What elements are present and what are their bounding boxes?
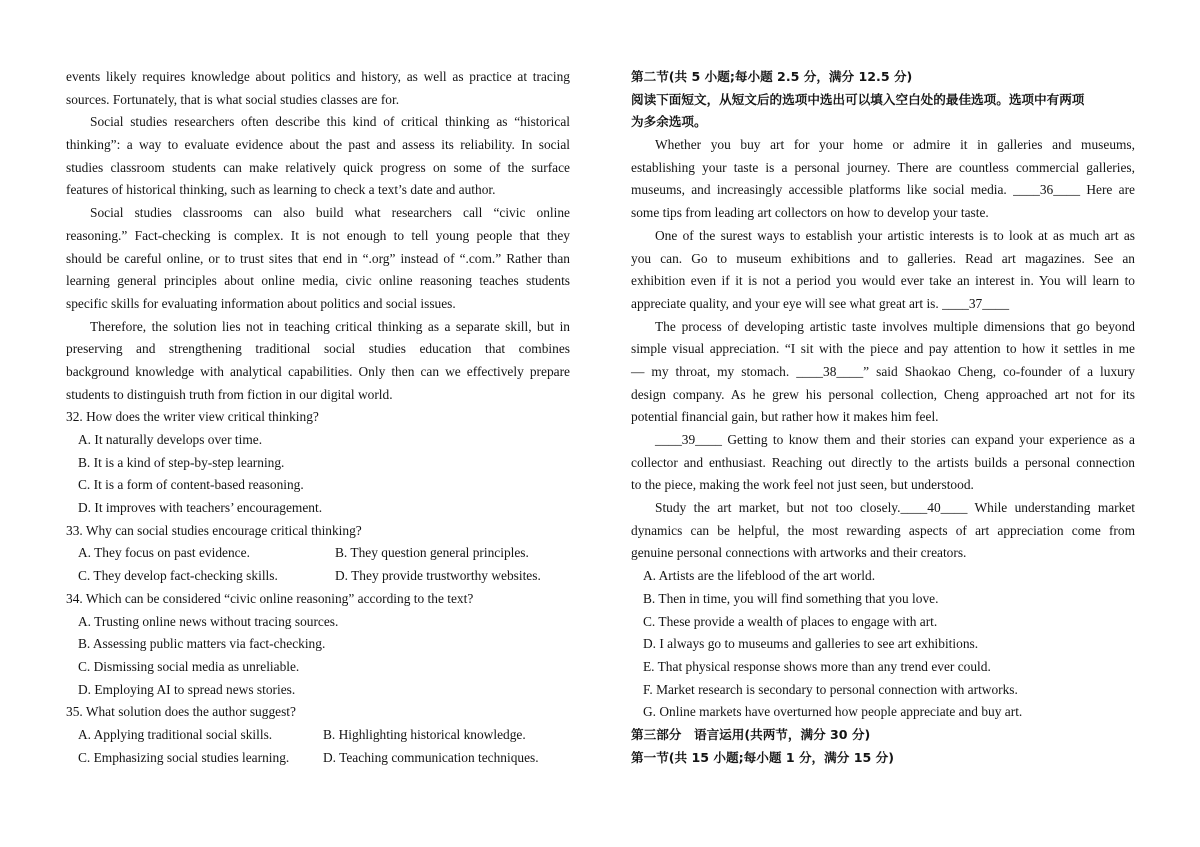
text-line: should be careful online, or to trust sites that end in “.org” instead of “.com.” Rather than [66,250,570,266]
text-line: sources. Fortunately, that is what social studies classes are for. [66,91,400,107]
left-column [66,66,570,769]
answer-option-row [66,542,570,565]
answer-option-row [66,724,570,747]
answer-option: C. It is a form of content-based reasoning. [78,477,304,493]
section-title: 第二节(共 5 小题;每小题 2.5 分，满分 12.5 分) [631,69,913,84]
text-line: Therefore, the solution lies not in teaching critical thinking as a separate skill, but in [90,318,570,334]
passage-paragraph [631,225,1135,316]
answer-option: D. It improves with teachers’ encouragement. [78,500,323,516]
text-line: reasoning.” Fact-checking is complex. It is not enough to tell young people that they [66,227,570,243]
answer-option-row [66,747,570,770]
text-line: design company. As he grew his personal collection, Cheng approached art not for its [631,386,1135,402]
question-stem: 33. Why can social studies encourage critical thinking? [66,522,362,538]
answer-option: C. These provide a wealth of places to engage with art. [643,613,938,629]
text-line: Study the art market, but not too closely.____40____ While understanding market [655,500,1135,516]
passage-paragraph [66,316,570,407]
question-32 [66,406,570,519]
answer-option: D. I always go to museums and galleries to see art exhibitions. [643,636,979,652]
answer-option: D. Employing AI to spread news stories. [78,681,296,697]
question-34 [66,588,570,701]
text-line: genuine personal connections with artworks and their creators. [631,545,967,561]
passage-paragraph [66,111,570,202]
text-line: specific skills for evaluating information about politics and social issues. [66,295,456,311]
instructions [631,89,1135,134]
answer-option: B. Then in time, you will find something that you love. [643,590,939,606]
options-list [631,565,1135,724]
text-line: establishing your taste is a personal journey. There are countless commercial galleries, [631,159,1135,175]
answer-option: A. It naturally develops over time. [78,432,263,447]
text-line: background knowledge with analytical capabilities. Only then can we effectively prepare [66,363,570,379]
passage-paragraph [631,134,1135,225]
text-line: preserving and strengthening traditional social studies education that combines [66,341,570,357]
text-line: museums, and increasingly accessible platforms like social media. ____36____ Here are [631,182,1135,198]
right-column [631,66,1135,769]
text-line: One of the surest ways to establish your artistic interests is to look at as much art as [655,227,1135,243]
question-stem: 32. How does the writer view critical thinking? [66,409,319,425]
answer-option: B. Assessing public matters via fact-checking. [78,636,326,652]
answer-option: D. Teaching communication techniques. [323,749,539,765]
answer-option: E. That physical response shows more than any trend ever could. [643,658,991,674]
instruction-line: 为多余选项。 [631,114,707,130]
text-line: Social studies researchers often describe this kind of critical thinking as “historical [90,114,570,130]
text-line: students to distinguish truth from fiction in our digital world. [66,386,393,402]
text-line: dynamics can be helpful, the most rewarding aspects of art appreciation come from [631,522,1135,538]
answer-option: A. Trusting online news without tracing sources. [78,613,339,629]
answer-option: D. They provide trustworthy websites. [335,568,541,584]
text-line: — my throat, my stomach. ____38____” said Shaokao Cheng, co-founder of a luxury [631,363,1135,379]
text-line: simple visual appreciation. “I sit with the piece and pay attention to how it settles in me [631,341,1135,357]
text-line: learning general principles about online media, civic online reasoning teaches students [66,273,570,289]
answer-option: A. They focus on past evidence. [78,545,250,561]
question-stem: 34. Which can be considered “civic online reasoning” according to the text? [66,590,474,606]
text-line: Whether you buy art for your home or admire it in galleries and museums, [655,137,1135,153]
text-line: features of historical thinking, such as learning to check a text’s date and author. [66,182,496,198]
part-title: 第三部分 语言运用(共两节，满分 30 分) [631,726,871,742]
text-line: appreciate quality, and your eye will see what great art is. ____37____ [631,295,1010,311]
answer-option-row [66,565,570,588]
answer-option: C. Dismissing social media as unreliable. [78,658,300,674]
text-line: The process of developing artistic taste involves multiple dimensions that go beyond [655,318,1135,334]
passage-paragraph [631,316,1135,429]
answer-option: F. Market research is secondary to personal connection with artworks. [643,681,1018,697]
passage-paragraph [66,202,570,315]
text-line: events likely requires knowledge about politics and history, as well as practice at tracing [66,69,570,84]
text-line: some tips from leading art collectors on how to develop your taste. [631,205,989,221]
answer-option: B. They question general principles. [335,545,529,561]
question-33 [66,520,570,588]
answer-option: A. Artists are the lifeblood of the art world. [643,568,876,584]
answer-option: B. Highlighting historical knowledge. [323,726,526,742]
text-line: exhibition even if it is not a period you would ever take an interest in. You will learn to [631,273,1135,289]
answer-option: C. Emphasizing social studies learning. [78,749,290,765]
text-line: Social studies classrooms can also build what researchers call “civic online [90,205,570,221]
text-line: potential financial gain, but rather how it makes him feel. [631,409,939,425]
instruction-line: 阅读下面短文，从短文后的选项中选出可以填入空白处的最佳选项。选项中有两项 [631,91,1085,107]
answer-option: B. It is a kind of step-by-step learning. [78,454,285,470]
text-line: you can. Go to museum exhibitions and to galleries. Read art magazines. See an [631,250,1135,266]
passage-paragraph [631,429,1135,497]
answer-option: C. They develop fact-checking skills. [78,568,278,584]
passage-paragraph [66,66,570,111]
text-line: collector and enthusiast. Reaching out directly to the artists builds a personal connection [631,454,1135,470]
question-35 [66,701,570,769]
question-stem: 35. What solution does the author suggest? [66,704,296,720]
text-line: thinking”: a way to evaluate evidence about the past and assess its reliability. In social [66,137,570,153]
passage-paragraph [631,497,1135,565]
text-line: ____39____ Getting to know them and their stories can expand your experience as a [655,432,1135,447]
section-title: 第一节(共 15 小题;每小题 1 分，满分 15 分) [631,749,894,765]
answer-option: G. Online markets have overturned how people appreciate and buy art. [643,704,1023,720]
text-line: to the piece, making the work feel not just seen, but understood. [631,477,974,493]
text-line: studies classroom students can make relatively quick progress on some of the surface [66,159,570,175]
answer-option: A. Applying traditional social skills. [78,726,273,742]
